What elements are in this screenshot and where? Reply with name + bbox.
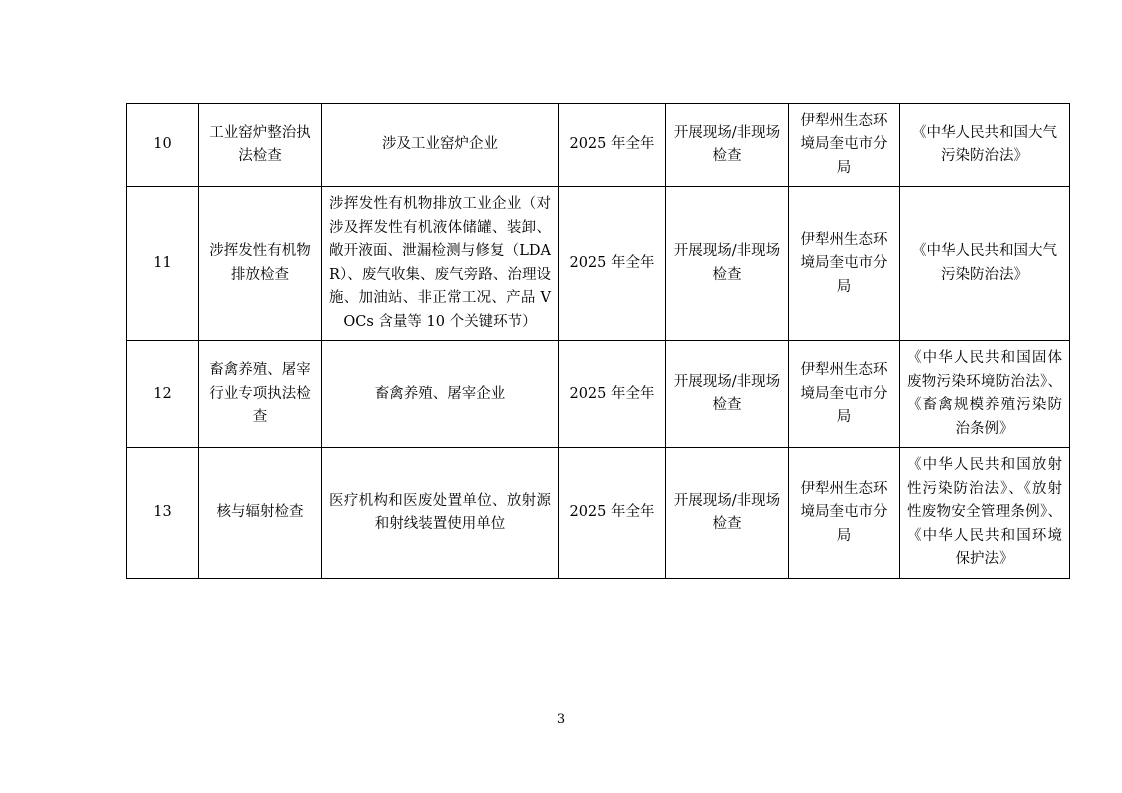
row-mode: 开展现场/非现场检查 xyxy=(666,341,789,448)
row-law: 《中华人民共和国放射性污染防治法》、《放射性废物安全管理条例》、《中华人民共和国环境保护法》 xyxy=(900,448,1070,578)
row-time: 2025 年全年 xyxy=(559,341,666,448)
row-object: 畜禽养殖、屠宰企业 xyxy=(322,341,559,448)
table-row xyxy=(127,341,1070,448)
row-mode: 开展现场/非现场检查 xyxy=(666,187,789,341)
table-body xyxy=(127,104,1070,579)
row-object: 涉及工业窑炉企业 xyxy=(322,104,559,187)
row-law: 《中华人民共和国大气污染防治法》 xyxy=(900,104,1070,187)
inspection-plan-table xyxy=(126,103,1070,579)
row-task-name: 畜禽养殖、屠宰行业专项执法检查 xyxy=(199,341,322,448)
row-department: 伊犁州生态环境局奎屯市分局 xyxy=(789,448,900,578)
row-time: 2025 年全年 xyxy=(559,448,666,578)
row-index: 11 xyxy=(127,187,199,341)
row-department: 伊犁州生态环境局奎屯市分局 xyxy=(789,187,900,341)
row-task-name: 工业窑炉整治执法检查 xyxy=(199,104,322,187)
row-object: 涉挥发性有机物排放工业企业（对涉及挥发性有机液体储罐、装卸、敞开液面、泄漏检测与修复（LDAR）、废气收集、废气旁路、治理设施、加油站、非正常工况、产品 VOCs 含量等 10 个关键环节） xyxy=(322,187,559,341)
row-department: 伊犁州生态环境局奎屯市分局 xyxy=(789,104,900,187)
row-mode: 开展现场/非现场检查 xyxy=(666,104,789,187)
row-department: 伊犁州生态环境局奎屯市分局 xyxy=(789,341,900,448)
row-index: 13 xyxy=(127,448,199,578)
row-task-name: 核与辐射检查 xyxy=(199,448,322,578)
table-row xyxy=(127,104,1070,187)
row-mode: 开展现场/非现场检查 xyxy=(666,448,789,578)
row-task-name: 涉挥发性有机物排放检查 xyxy=(199,187,322,341)
table-row xyxy=(127,187,1070,341)
page-number: 3 xyxy=(556,712,566,727)
row-time: 2025 年全年 xyxy=(559,104,666,187)
table-row xyxy=(127,448,1070,578)
row-time: 2025 年全年 xyxy=(559,187,666,341)
row-object: 医疗机构和医废处置单位、放射源和射线装置使用单位 xyxy=(322,448,559,578)
row-law: 《中华人民共和国大气污染防治法》 xyxy=(900,187,1070,341)
row-index: 12 xyxy=(127,341,199,448)
row-law: 《中华人民共和国固体废物污染环境防治法》、《畜禽规模养殖污染防治条例》 xyxy=(900,341,1070,448)
row-index: 10 xyxy=(127,104,199,187)
